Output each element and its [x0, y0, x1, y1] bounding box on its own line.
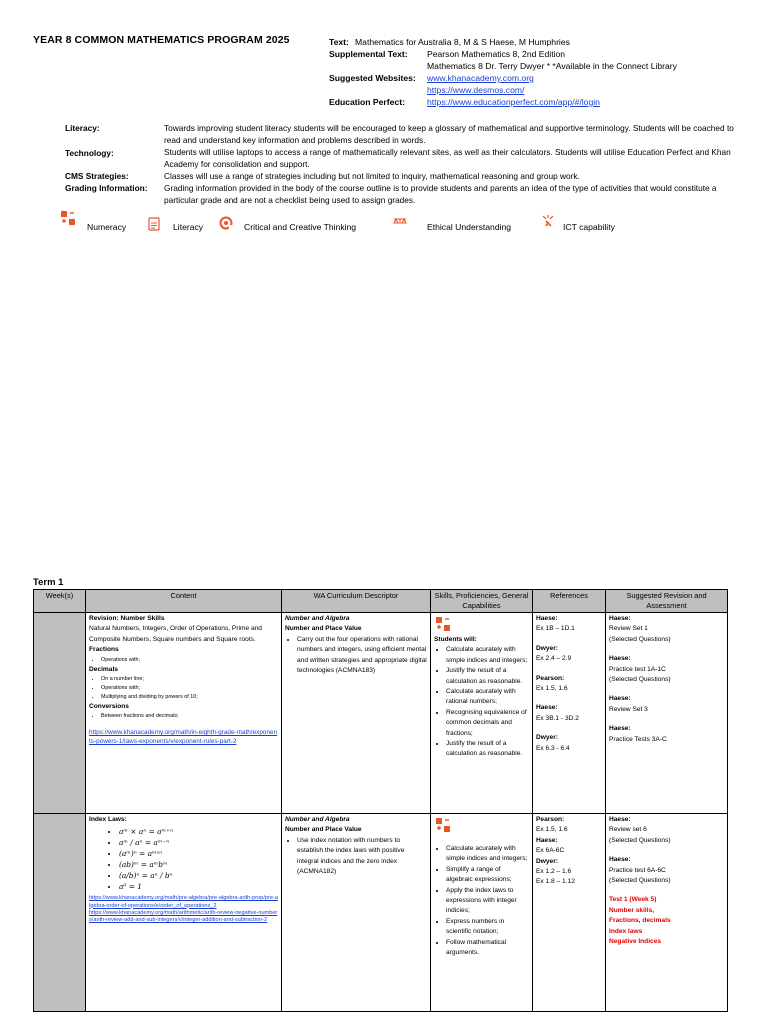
col-header-references: References — [533, 590, 606, 613]
ref-line: Ex 1.5, 1.6 — [536, 826, 568, 834]
skills-item: • Express numbers in scientific notation; — [446, 917, 529, 938]
col-header-content: Content — [86, 590, 282, 613]
index-laws-title: Index Laws: — [89, 816, 127, 823]
conversions-item: • Between fractions and decimals; — [101, 712, 278, 721]
legend-label-ethical-understanding: Ethical Understanding — [427, 222, 512, 232]
revision-line: (Selected Questions) — [609, 635, 671, 643]
literacy-icon — [147, 217, 161, 236]
skills-item: • Justify the result of a calculation as reasonable. — [446, 666, 529, 687]
ep-label: Education Perfect: — [329, 97, 405, 107]
revision-heading: Haese: — [609, 816, 631, 823]
skills-cell — [431, 613, 533, 814]
test-line: Number skills, — [609, 906, 655, 914]
program-table — [33, 589, 728, 1012]
ref-heading: Haese: — [536, 615, 558, 622]
ref-line: Ex 1.8 – 1.12 — [536, 878, 575, 886]
wa-descriptor-cell — [282, 814, 431, 1012]
table-header-row — [34, 590, 728, 613]
info-text-literacy: Towards improving student literacy students will be encouraged to keep a glossary of mathematical and supportive terminology. Students will be coached to read and understand key information and problems described in words. — [164, 123, 734, 145]
references-cell — [533, 613, 606, 814]
test-line: Test 1 (Week 5) — [609, 896, 657, 904]
skills-item: • Follow mathematical arguments. — [446, 938, 529, 959]
khan-link[interactable]: https://www.khanacademy.org/math/in-eighth-grade-math/exponents-powers-1/laws-exponents/v/exponent-rules-part-2 — [89, 729, 278, 745]
revision-line: (Selected Questions) — [609, 676, 671, 684]
ref-line: Ex 6A-6C — [536, 847, 565, 855]
revision-heading: Haese: — [609, 725, 631, 733]
wa-sub-strand: Number and Place Value — [285, 826, 362, 834]
test-line: Negative Indices — [609, 938, 662, 946]
references-cell — [533, 814, 606, 1012]
ref-line: Ex 6.3 - 6.4 — [536, 744, 570, 752]
skills-item: • Apply the index laws to expressions with integer indicies; — [446, 886, 529, 917]
supplemental-label: Supplemental Text: — [329, 49, 408, 59]
numeracy-icon — [436, 617, 450, 631]
skills-item: • Justify the result of a calculation as reasonable. — [446, 739, 529, 760]
ref-heading: Pearson: — [536, 816, 565, 823]
supplemental-line1: Pearson Mathematics 8, 2nd Edition — [427, 49, 566, 59]
info-text-grading: Grading information provided in the body of the course outline is to provide students and parents an idea of the type of activities that would constitute a particular grade and are not a checklist being used to assign grades. — [164, 183, 717, 205]
text-label: Text: — [329, 37, 349, 47]
critical-thinking-icon — [219, 216, 233, 235]
index-law: • (aᵐ)ⁿ = aᵐˣⁿ — [119, 848, 278, 859]
revision-cell — [606, 814, 728, 1012]
website-link-khan[interactable]: www.khanacademy.com.org — [427, 73, 534, 83]
content-cell — [86, 613, 282, 814]
skills-item: • Calculate acurately with simple indices and integers; — [446, 844, 529, 865]
page-title: YEAR 8 COMMON MATHEMATICS PROGRAM 2025 — [33, 34, 290, 46]
wa-item: • Carry out the four operations with rational numbers and integers, using efficient mental and written strategies and appropriate digital technologies (ACMNA183) — [297, 635, 427, 677]
week-cell — [34, 613, 86, 814]
legend-label-numeracy: Numeracy — [87, 222, 127, 232]
table-row — [34, 814, 728, 1012]
revision-line: Review set 6 — [609, 826, 647, 834]
content-title: Revision: Number Skills — [89, 615, 165, 622]
numeracy-icon — [61, 211, 75, 230]
legend-label-critical-thinking: Critical and Creative Thinking — [244, 222, 357, 232]
revision-line: (Selected Questions) — [609, 836, 671, 844]
ref-line: Ex 1.5, 1.6 — [536, 685, 568, 693]
index-law: • (ab)ᵐ = aᵐbᵐ — [119, 859, 278, 870]
revision-heading: Haese: — [609, 655, 631, 663]
index-law: • a⁰ = 1 — [119, 881, 278, 892]
ref-line: Ex 1.2 – 1.6 — [536, 868, 572, 876]
index-law: • aᵐ / aⁿ = aᵐ⁻ⁿ — [119, 837, 278, 848]
info-text-cms: Classes will use a range of strategies including but not limited to inquiry, mathematical reasoning and group work. — [164, 171, 580, 181]
ep-link[interactable]: https://www.educationperfect.com/app/#/login — [427, 97, 600, 107]
index-law: • (a/b)ⁿ = aⁿ / bⁿ — [119, 870, 278, 881]
wa-descriptor-cell — [282, 613, 431, 814]
skills-item: • Recognising equivalence of common decimals and fractions; — [446, 708, 529, 739]
content-cell — [86, 814, 282, 1012]
col-header-wa-descriptor: WA Curriculum Descriptor — [282, 590, 431, 613]
skills-heading: Students will: — [434, 636, 477, 643]
week-cell — [34, 814, 86, 1012]
decimals-item: • Operations with; — [101, 684, 278, 693]
revision-line: Practice Tests 3A-C — [609, 735, 667, 743]
info-label-technology: Technology: — [65, 148, 114, 158]
content-intro: Natural Numbers, Integers, Order of Operations, Prime and Composite Numbers, Square numbers and Square roots. — [89, 625, 262, 643]
fractions-heading: Fractions — [89, 646, 119, 654]
revision-line: Practice test 6A-6C — [609, 866, 666, 874]
term-heading: Term 1 — [33, 577, 64, 588]
revision-heading: Haese: — [609, 695, 631, 703]
numeracy-icon — [436, 818, 450, 832]
website-link-desmos[interactable]: https://www.desmos.com/ — [427, 85, 525, 95]
wa-sub-strand: Number and Place Value — [285, 625, 362, 633]
test-line: Fractions, decimals — [609, 917, 671, 925]
ref-heading: Dwyer: — [536, 734, 558, 742]
revision-line: Review Set 3 — [609, 705, 648, 713]
khan-link[interactable]: https://www.khanacademy.org/math/arithmetic/arith-review-negative-numbers/arith-review-add-and-sub-integers/v/integer-addition-and-subtraction-2 — [89, 909, 278, 924]
wa-strand: Number and Algebra — [285, 615, 350, 622]
revision-line: Review Set 1 — [609, 625, 648, 633]
skills-cell — [431, 814, 533, 1012]
ref-heading: Haese: — [536, 704, 558, 712]
ref-heading: Dwyer: — [536, 644, 558, 652]
col-header-weeks: Week(s) — [34, 590, 86, 613]
supplemental-line2: Mathematics 8 Dr. Terry Dwyer * *Available in the Connect Library — [427, 61, 677, 71]
revision-line: Practice test 1A-1C — [609, 665, 666, 673]
legend-label-literacy: Literacy — [173, 222, 204, 232]
websites-label: Suggested Websites: — [329, 73, 416, 83]
table-row — [34, 613, 728, 814]
wa-strand: Number and Algebra — [285, 816, 350, 823]
ict-capability-icon — [541, 214, 555, 233]
ref-line: Ex 2.4 – 2.9 — [536, 655, 572, 663]
info-label-grading: Grading Information: — [65, 183, 148, 193]
revision-cell — [606, 613, 728, 814]
decimals-item: • On a number line; — [101, 675, 278, 684]
ref-line: Ex 3B.1 - 3D.2 — [536, 714, 579, 722]
test-line: Index laws — [609, 927, 643, 935]
skills-item: • Simplify a range of algebraic expressions; — [446, 865, 529, 886]
revision-heading: Haese: — [609, 856, 631, 864]
col-header-skills: Skills, Proficiencies, General Capabilities — [431, 590, 533, 613]
legend-label-ict: ICT capability — [563, 222, 615, 232]
khan-link[interactable]: https://www.khanacademy.org/math/pre-algebra/pre-algebra-arith-prop/pre-algebra-order-of-operations/e/order_of_operations_2 — [89, 895, 278, 909]
fractions-item: • Operations with; — [101, 656, 278, 665]
info-text-technology: Students will utilise laptops to access a range of mathematically relevant sites, as well as their calculators. Students will utilise Education Perfect and Khan Academy for consolidation and support. — [164, 147, 731, 169]
ref-line: Ex 1B – 1D.1 — [536, 625, 575, 633]
decimals-item: • Multiplying and dividing by powers of 10; — [101, 693, 278, 702]
index-law: • aᵐ × aⁿ = aᵐ⁺ⁿ — [119, 826, 278, 837]
col-header-revision: Suggested Revision and Assessment — [606, 590, 728, 613]
text-value: Mathematics for Australia 8, M & S Haese, M Humphries — [355, 37, 570, 47]
ref-heading: Pearson: — [536, 674, 565, 682]
skills-item: • Calculate acurately with simple indices and integers; — [446, 645, 529, 666]
ref-heading: Haese: — [536, 836, 558, 844]
ref-heading: Dwyer: — [536, 857, 558, 865]
info-label-literacy: Literacy: — [65, 123, 100, 133]
decimals-heading: Decimals — [89, 665, 118, 673]
revision-line: (Selected Questions) — [609, 877, 671, 885]
skills-item: • Calculate acurately with rational numbers; — [446, 687, 529, 708]
wa-item: • Use index notation with numbers to establish the index laws with positive integral indices and the zero index (ACMNA182) — [297, 836, 427, 878]
ethical-understanding-icon — [393, 216, 407, 235]
info-label-cms: CMS Strategies: — [65, 171, 129, 181]
conversions-heading: Conversions — [89, 703, 129, 711]
revision-heading: Haese: — [609, 615, 631, 622]
